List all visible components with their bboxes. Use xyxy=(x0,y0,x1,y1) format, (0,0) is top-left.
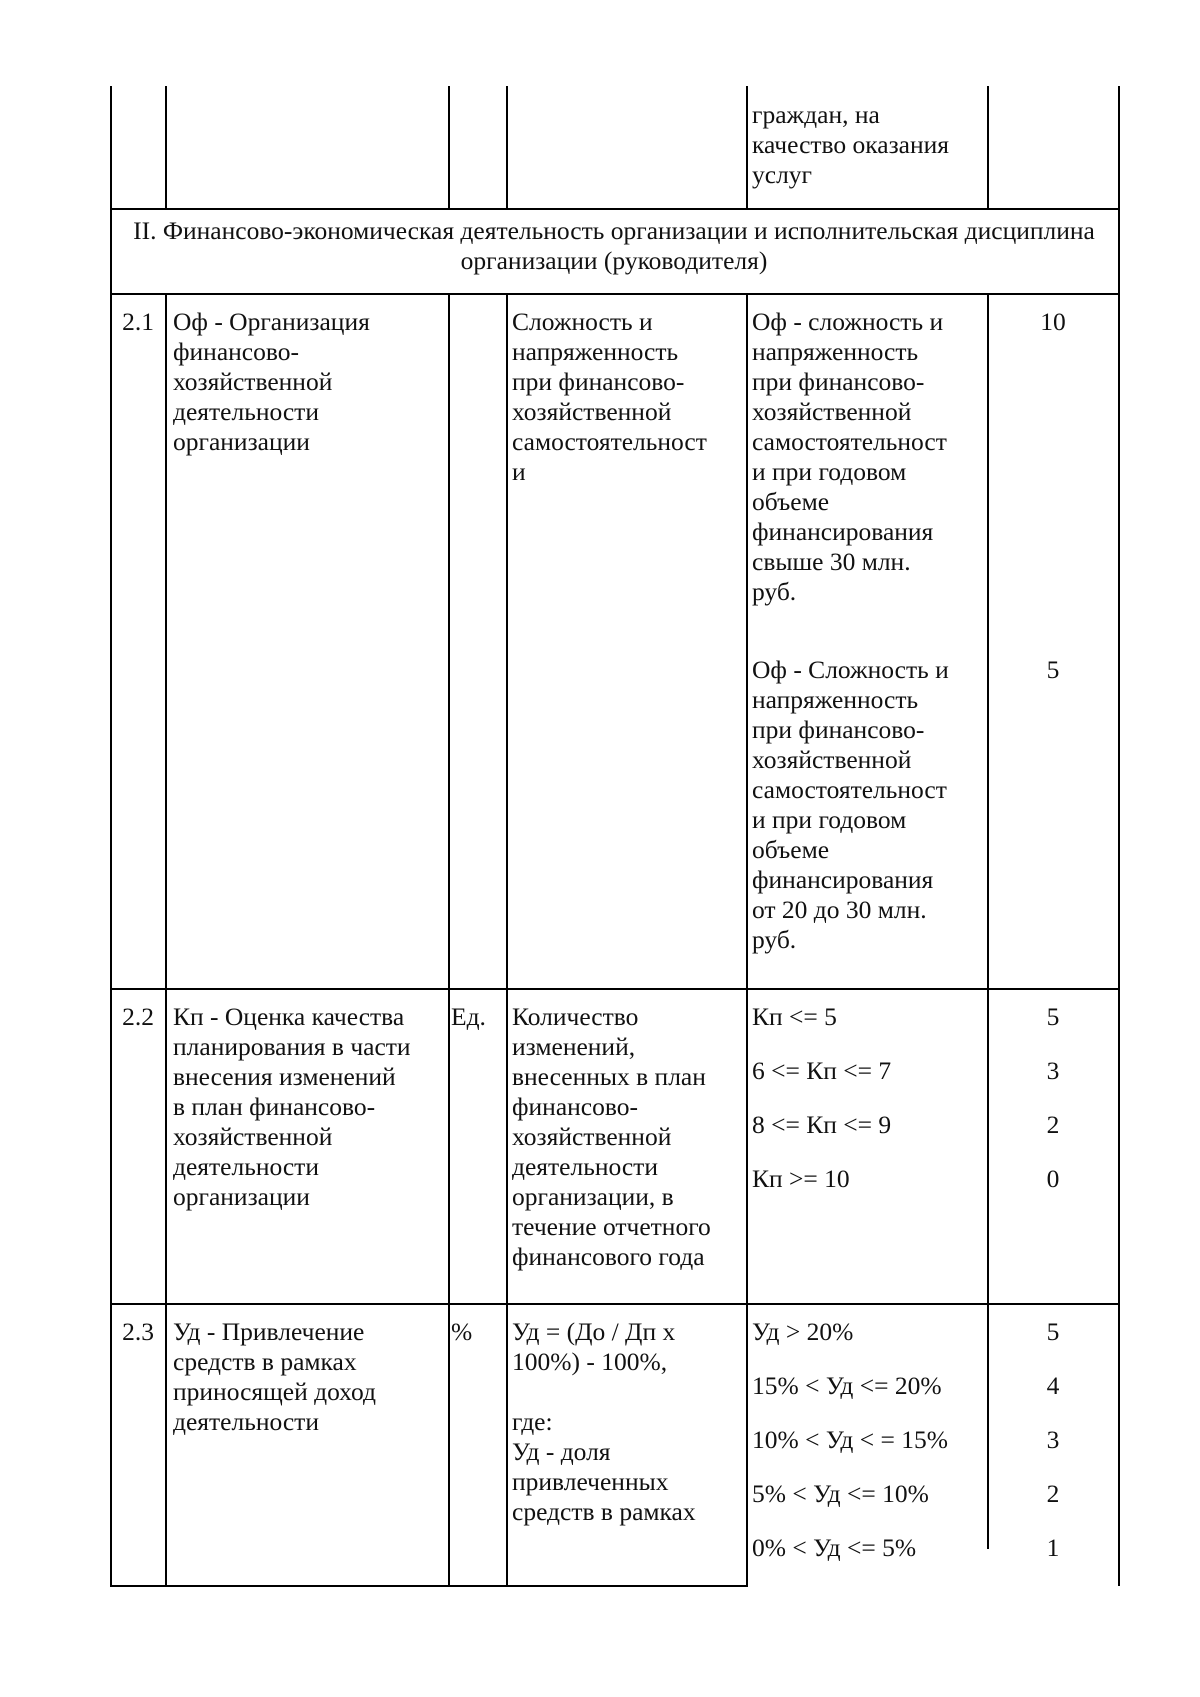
criteria-text: Оф - Сложность и напряженность при финансово- хозяйственной самостоятельност и при годовом объеме финансирования от 20 до 30 млн. руб. xyxy=(752,655,949,954)
table-border xyxy=(506,293,508,1586)
table-border xyxy=(110,1303,1120,1305)
criteria-score: 4 xyxy=(1046,1371,1060,1400)
row-method: Уд = (До / Дп x 100%) - 100%, где: Уд - доля привлеченных средств в рамках xyxy=(512,1317,696,1526)
table-border xyxy=(506,86,508,209)
criteria-score: 2 xyxy=(1046,1479,1060,1508)
row-method: Количество изменений, внесенных в план финансово- хозяйственной деятельности организации, в течение отчетного финансового года xyxy=(512,1002,711,1271)
table-border xyxy=(165,86,167,209)
criteria-score: 3 xyxy=(1046,1425,1060,1454)
criteria-text: Кп >= 10 xyxy=(752,1164,850,1193)
criteria-score: 2 xyxy=(1046,1110,1060,1139)
table-border xyxy=(987,293,989,1549)
table-border xyxy=(987,86,989,209)
criteria-text: 10% < Уд < = 15% xyxy=(752,1425,948,1454)
table-border xyxy=(110,86,112,209)
table-border xyxy=(448,86,450,209)
criteria-text: 0% < Уд <= 5% xyxy=(752,1533,917,1562)
criteria-text: Оф - сложность и напряженность при финансово- хозяйственной самостоятельност и при годовом объеме финансирования свыше 30 млн. руб. xyxy=(752,307,947,606)
row-name: Кп - Оценка качества планирования в части внесения изменений в план финансово- хозяйственной деятельности организации xyxy=(173,1002,411,1211)
criteria-score: 1 xyxy=(1046,1533,1060,1562)
table-border xyxy=(448,293,450,1586)
row-number: 2.3 xyxy=(122,1317,154,1346)
criteria-score: 10 xyxy=(1040,307,1066,336)
table-border xyxy=(110,208,112,1586)
table-border xyxy=(110,988,1120,990)
criteria-text: 5% < Уд <= 10% xyxy=(752,1479,929,1508)
table-border xyxy=(746,293,748,1586)
table-border xyxy=(110,208,1120,210)
criteria-text: 6 <= Кп <= 7 xyxy=(752,1056,892,1085)
row-unit: Ед. xyxy=(451,1002,486,1031)
table-border xyxy=(165,293,167,1586)
table-border xyxy=(110,1585,748,1587)
criteria-text: Кп <= 5 xyxy=(752,1002,837,1031)
criteria-score: 0 xyxy=(1046,1164,1060,1193)
row-name: Уд - Привлечение средств в рамках приносящей доход деятельности xyxy=(173,1317,376,1436)
row-name: Оф - Организация финансово- хозяйственной деятельности организации xyxy=(173,307,370,456)
criteria-score: 3 xyxy=(1046,1056,1060,1085)
row-method: Сложность и напряженность при финансово- хозяйственной самостоятельност и xyxy=(512,307,707,486)
criteria-score: 5 xyxy=(1046,1317,1060,1346)
row-unit: % xyxy=(451,1317,473,1346)
section-title: II. Финансово-экономическая деятельность организации и исполнительская дисциплина организации (руководителя) xyxy=(133,216,1095,275)
criteria-score: 5 xyxy=(1046,1002,1060,1031)
criteria-text: 8 <= Кп <= 9 xyxy=(752,1110,892,1139)
criteria-text: Уд > 20% xyxy=(752,1317,854,1346)
row-number: 2.1 xyxy=(122,307,154,336)
table-border xyxy=(110,293,1120,295)
table-border xyxy=(1118,86,1120,1586)
row-number: 2.2 xyxy=(122,1002,154,1031)
table-border xyxy=(746,86,748,209)
criteria-text: 15% < Уд <= 20% xyxy=(752,1371,942,1400)
criteria-score: 5 xyxy=(1046,655,1060,684)
top-row-indicator-text: граждан, на качество оказания услуг xyxy=(752,100,950,189)
